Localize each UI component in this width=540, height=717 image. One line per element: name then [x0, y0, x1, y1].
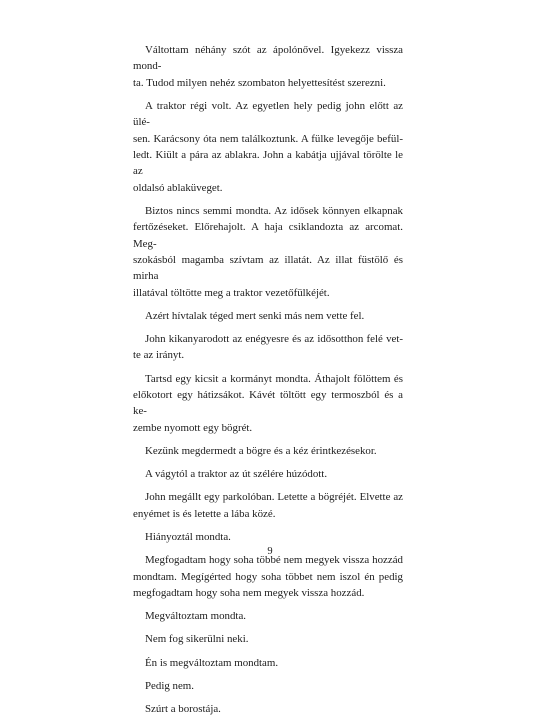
text-line: zembe nyomott egy bögrét.: [133, 421, 253, 434]
text-line: Megváltoztam mondta.: [145, 610, 247, 623]
text-line: A traktor régi volt. Az egyetlen hely pedig john előtt az ülé-: [133, 99, 403, 129]
text-line: Váltottam néhány szót az ápolónővel. Igyekezz vissza mond-: [133, 44, 403, 73]
text-line: szokásból magamba szívtam az illatát. Az illat füstölő és mirha: [133, 253, 403, 283]
text-line: Én is megváltoztam mondtam.: [145, 656, 279, 669]
text-line: enyémet is és letette a lába közé.: [133, 507, 276, 520]
paragraph: [133, 655, 403, 671]
text-line: A vágytól a traktor az út szélére húzódott.: [145, 468, 328, 481]
paragraph: [133, 678, 403, 694]
text-line: illatával töltötte meg a traktor vezetőfülkéjét.: [133, 286, 330, 299]
text-line: Szúrt a borostája.: [145, 703, 221, 716]
paragraph: [133, 608, 403, 624]
text-line: te az irányt.: [133, 349, 185, 362]
paragraph: [133, 308, 403, 324]
text-line: megfogadtam hogy soha nem megyek vissza hozzád.: [133, 586, 365, 599]
paragraph: [133, 466, 403, 482]
text-line: Tartsd egy kicsit a kormányt mondta. Áthajolt fölöttem és: [145, 372, 403, 385]
paragraph: [133, 631, 403, 647]
text-line: mondtam. Megígérted hogy soha többet nem iszol én pedig: [133, 570, 403, 583]
paragraph: [133, 701, 403, 717]
paragraph: [133, 98, 403, 196]
text-line: Megfogadtam hogy soha többé nem megyek vissza hozzád: [145, 554, 403, 567]
body-text: [133, 42, 403, 717]
text-line: ta. Tudod milyen nehéz szombaton helyettesítést szerezni.: [133, 76, 386, 89]
paragraph: [133, 42, 403, 91]
text-line: Azért hívtalak téged mert senki más nem vette fel.: [145, 309, 365, 322]
paragraph: [133, 203, 403, 301]
text-line: ledt. Kiült a pára az ablakra. John a kabátja ujjával törölte le az: [133, 148, 403, 178]
text-line: Nem fog sikerülni neki.: [145, 633, 249, 646]
text-line: John kikanyarodott az enégyesre és az idősotthon felé vet-: [145, 333, 403, 346]
text-line: sen. Karácsony óta nem találkoztunk. A fülke levegője befül-: [133, 132, 403, 145]
text-line: Pedig nem.: [145, 679, 195, 692]
paragraph: [133, 443, 403, 459]
paragraph: [133, 552, 403, 601]
text-line: előkotort egy hátizsákot. Kávét töltött egy termoszból és a ke-: [133, 388, 403, 418]
text-line: Hiányoztál mondta.: [145, 530, 231, 543]
paragraph: [133, 489, 403, 522]
text-line: oldalsó ablaküveget.: [133, 181, 223, 194]
paragraph: [133, 529, 403, 545]
text-line: fertőzéseket. Előrehajolt. A haja csiklandozta az arcomat. Meg-: [133, 221, 403, 250]
paragraph: [133, 371, 403, 436]
text-line: Biztos nincs semmi mondta. Az idősek könnyen elkapnak: [145, 204, 403, 217]
text-line: John megállt egy parkolóban. Letette a bögréjét. Elvette az: [145, 491, 403, 504]
page-number: 9: [267, 546, 273, 557]
text-line: Kezünk megdermedt a bögre és a kéz érintkezésekor.: [145, 444, 377, 457]
paragraph: [133, 331, 403, 364]
